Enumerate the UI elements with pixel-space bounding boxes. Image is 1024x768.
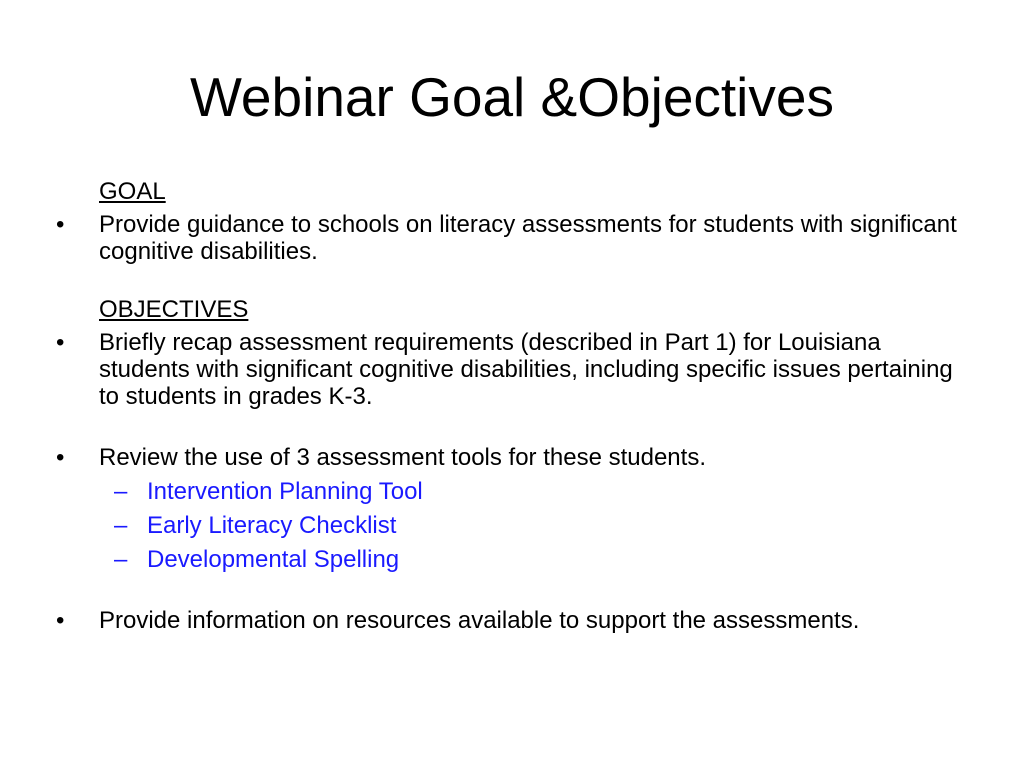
dash-icon: –: [114, 512, 128, 539]
objective-text-3: Provide information on resources available to support the assessments.: [99, 607, 860, 634]
bullet-icon: •: [56, 444, 65, 471]
goal-text: Provide guidance to schools on literacy assessments for students with significant cognitive disabilities.: [99, 211, 957, 265]
dash-icon: –: [114, 478, 128, 505]
objective-bullet-2: [56, 444, 976, 471]
slide-content: [56, 178, 976, 634]
goal-heading: GOAL: [99, 178, 166, 205]
objective-text-2: Review the use of 3 assessment tools for these students.: [99, 444, 706, 471]
bullet-icon: •: [56, 329, 65, 356]
tool-label-3: Developmental Spelling: [147, 546, 400, 573]
objective-bullet-3: [56, 607, 976, 634]
slide-title: Webinar Goal &Objectives: [190, 66, 834, 128]
tool-label-1: Intervention Planning Tool: [147, 478, 423, 505]
objective-bullet-1: [56, 329, 976, 410]
bullet-icon: •: [56, 211, 65, 238]
objective-text-1: Briefly recap assessment requirements (described in Part 1) for Louisiana students with significant cognitive disabilities, including specific issues pertaining to students in grades K-3.: [99, 329, 953, 410]
tool-label-2: Early Literacy Checklist: [147, 512, 397, 539]
tool-item-2: [56, 512, 976, 539]
tool-item-1: [56, 478, 976, 505]
objectives-heading: OBJECTIVES: [99, 296, 249, 323]
dash-icon: –: [114, 546, 128, 573]
tool-item-3: [56, 546, 976, 573]
goal-bullet: [56, 211, 976, 265]
bullet-icon: •: [56, 607, 65, 634]
